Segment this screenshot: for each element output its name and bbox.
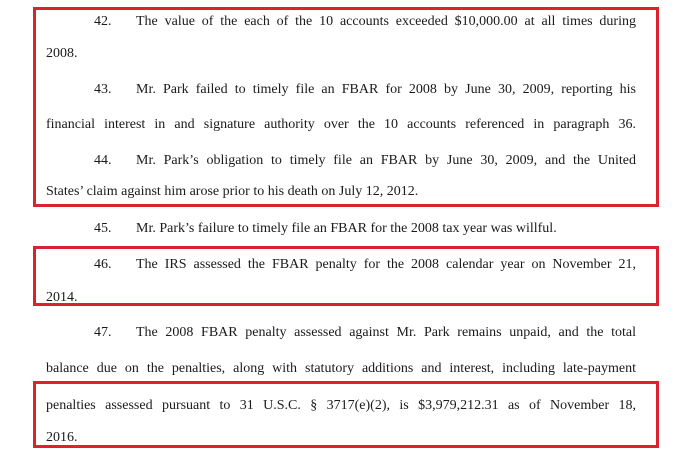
paragraph-42-text: The value of the each of the 10 accounts exceeded $10,000.00 at all times during [136,14,636,29]
paragraph-47-text: The 2008 FBAR penalty assessed against Mr. Park remains unpaid, and the total [136,325,636,340]
paragraph-47-line-1 [94,324,636,342]
paragraph-47-line-2: balance due on the penalties, along with statutory additions and interest, including late-payment [46,361,636,376]
paragraph-44-text: Mr. Park’s obligation to timely file an FBAR by June 30, 2009, and the United [136,153,636,168]
paragraph-43-line-1 [94,81,636,99]
paragraph-42-line-1 [94,13,636,31]
paragraph-43-line-2: financial interest in and signature authority over the 10 accounts referenced in paragraph 36. [46,117,636,132]
paragraph-43-text: Mr. Park failed to timely file an FBAR for 2008 by June 30, 2009, reporting his [136,82,636,97]
paragraph-45-number: 45. [94,221,112,236]
paragraph-46-line-1 [94,256,636,274]
paragraph-47-number: 47. [94,325,112,340]
paragraph-45-text: Mr. Park’s failure to timely file an FBAR for the 2008 tax year was willful. [136,221,557,236]
paragraph-46-text: The IRS assessed the FBAR penalty for the 2008 calendar year on November 21, [136,257,636,272]
paragraph-47-line-4: 2016. [46,430,78,445]
highlight-box-paragraphs-42-44 [33,7,659,207]
paragraph-44-number: 44. [94,153,112,168]
paragraph-46-number: 46. [94,257,112,272]
paragraph-43-number: 43. [94,82,112,97]
paragraph-44-line-2: States’ claim against him arose prior to his death on July 12, 2012. [46,184,419,199]
paragraph-45-line-1 [94,220,636,238]
paragraph-46-line-2: 2014. [46,290,78,305]
paragraph-44-line-1 [94,152,636,170]
paragraph-42-number: 42. [94,14,112,29]
paragraph-42-line-2: 2008. [46,46,78,61]
paragraph-47-line-3: penalties assessed pursuant to 31 U.S.C. § 3717(e)(2), is $3,979,212.31 as of November 18, [46,398,636,413]
